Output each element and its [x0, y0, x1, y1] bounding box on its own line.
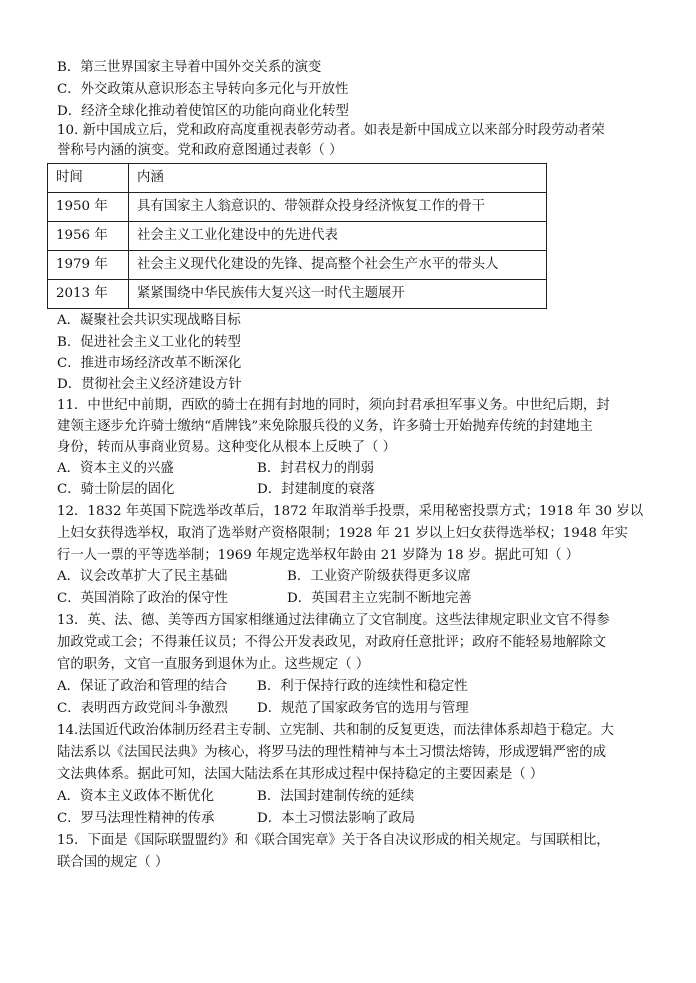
q14-option-a: A．资本主义政体不断优化 [57, 789, 214, 804]
q13-option-c: C．表明西方政党间斗争激烈 [57, 701, 228, 716]
q10-option-d: D．贯彻社会主义经济建设方针 [57, 377, 242, 392]
q9-option-d: D．经济全球化推动着使馆区的功能向商业化转型 [57, 104, 349, 119]
q11-option-b: B．封君权力的削弱 [257, 461, 374, 476]
table-header-row [48, 164, 547, 193]
table-row [48, 251, 547, 280]
table-cell-meaning: 具有国家主人翁意识的、带领群众投身经济恢复工作的骨干 [129, 193, 547, 222]
q11-options-row-2 [57, 480, 375, 500]
table-header-meaning: 内涵 [129, 164, 547, 193]
q13-stem-line-2: 加政党或工会；不得兼任议员；不得公开发表政见，对政府任意批评；政府不能轻易地解除文 [57, 635, 607, 650]
q13-option-d: D．规范了国家政务官的选用与管理 [257, 701, 469, 716]
table-row [48, 222, 547, 251]
q14-option-d: D．本土习惯法影响了政局 [257, 811, 416, 826]
q11-stem-line-3: 身份，转而从事商业贸易。这种变化从根本上反映了（ ） [57, 440, 397, 455]
q11-options-row-1 [57, 459, 374, 479]
q14-options-row-2 [57, 809, 415, 829]
q12-option-b: B．工业资产阶级获得更多议席 [287, 569, 471, 584]
q10-option-a: A．凝聚社会共识实现战略目标 [57, 313, 241, 328]
q10-table [47, 163, 547, 309]
q12-option-a: A．议会改革扩大了民主基础 [57, 569, 228, 584]
table-row [48, 193, 547, 222]
q12-stem-line-2: 上妇女获得选举权，取消了选举财产资格限制；1928 年 21 岁以上妇女获得选举权；1948 年实 [57, 526, 628, 541]
table-cell-year: 1979 年 [48, 251, 129, 280]
table-cell-year: 1950 年 [48, 193, 129, 222]
q14-stem-line-2: 陆法系以《法国民法典》为核心，将罗马法的理性精神与本土习惯法熔铸，形成逻辑严密的成 [57, 745, 607, 760]
q10-option-c: C．推进市场经济改革不断深化 [57, 356, 242, 371]
q11-option-a: A．资本主义的兴盛 [57, 461, 174, 476]
q14-option-b: B．法国封建制传统的延续 [257, 789, 415, 804]
q15-stem-line-1: 15．下面是《国际联盟盟约》和《联合国宪章》关于各自决议形成的相关规定。与国联相比， [57, 833, 610, 848]
q13-options-row-2 [57, 699, 469, 719]
q13-options-row-1 [57, 677, 468, 697]
q13-option-a: A．保证了政治和管理的结合 [57, 679, 228, 694]
q11-stem-line-1: 11．中世纪中前期，西欧的骑士在拥有封地的同时，须向封君承担军事义务。中世纪后期，封 [57, 398, 610, 413]
table-cell-meaning: 社会主义工业化建设中的先进代表 [129, 222, 547, 251]
q12-options-row-2 [57, 589, 472, 609]
table-cell-year: 2013 年 [48, 280, 129, 309]
q12-option-d: D．英国君主立宪制不断地完善 [287, 591, 472, 606]
table-cell-meaning: 紧紧围绕中华民族伟大复兴这一时代主题展开 [129, 280, 547, 309]
q13-option-b: B．利于保持行政的连续性和稳定性 [257, 679, 468, 694]
q10-stem-line-2: 誉称号内涵的演变。党和政府意图通过表彰（ ） [57, 143, 343, 158]
q10-stem-line-1: 10. 新中国成立后，党和政府高度重视表彰劳动者。如表是新中国成立以来部分时段劳动者荣 [57, 123, 605, 138]
q11-option-c: C．骑士阶层的固化 [57, 482, 175, 497]
q12-stem-line-1: 12．1832 年英国下院选举改革后，1872 年取消举手投票，采用秘密投票方式；1918 年 30 岁以 [57, 504, 644, 519]
q12-option-c: C．英国消除了政治的保守性 [57, 591, 228, 606]
q14-options-row-1 [57, 787, 414, 807]
q9-option-c: C．外交政策从意识形态主导转向多元化与开放性 [57, 82, 349, 97]
q13-stem-line-1: 13．英、法、德、美等西方国家相继通过法律确立了文官制度。这些法律规定职业文官不得参 [57, 613, 610, 628]
q9-option-b: B．第三世界国家主导着中国外交关系的演变 [57, 60, 322, 75]
table-cell-year: 1956 年 [48, 222, 129, 251]
q12-stem-line-3: 行一人一票的平等选举制；1969 年规定选举权年龄由 21 岁降为 18 岁。据此可知（ ） [57, 548, 580, 563]
q11-stem-line-2: 建领主逐步允许骑士缴纳“盾牌钱”来免除服兵役的义务，许多骑士开始抛弃传统的封建地主 [57, 419, 593, 434]
q14-stem-line-1: 14.法国近代政治体制历经君主专制、立宪制、共和制的反复更迭，而法律体系却趋于稳定。大 [57, 723, 614, 738]
q13-stem-line-3: 官的职务，文官一直服务到退休为止。这些规定（ ） [57, 657, 370, 672]
table-header-time: 时间 [48, 164, 129, 193]
q11-option-d: D．封建制度的衰落 [257, 482, 375, 497]
q12-options-row-1 [57, 567, 471, 587]
q14-stem-line-3: 文法典体系。据此可知，法国大陆法系在其形成过程中保持稳定的主要因素是（ ） [57, 767, 544, 782]
table-cell-meaning: 社会主义现代化建设的先锋、提高整个社会生产水平的带头人 [129, 251, 547, 280]
table-row [48, 280, 547, 309]
q14-option-c: C．罗马法理性精神的传承 [57, 811, 215, 826]
q10-option-b: B．促进社会主义工业化的转型 [57, 335, 241, 350]
q15-stem-line-2: 联合国的规定（ ） [57, 855, 169, 870]
